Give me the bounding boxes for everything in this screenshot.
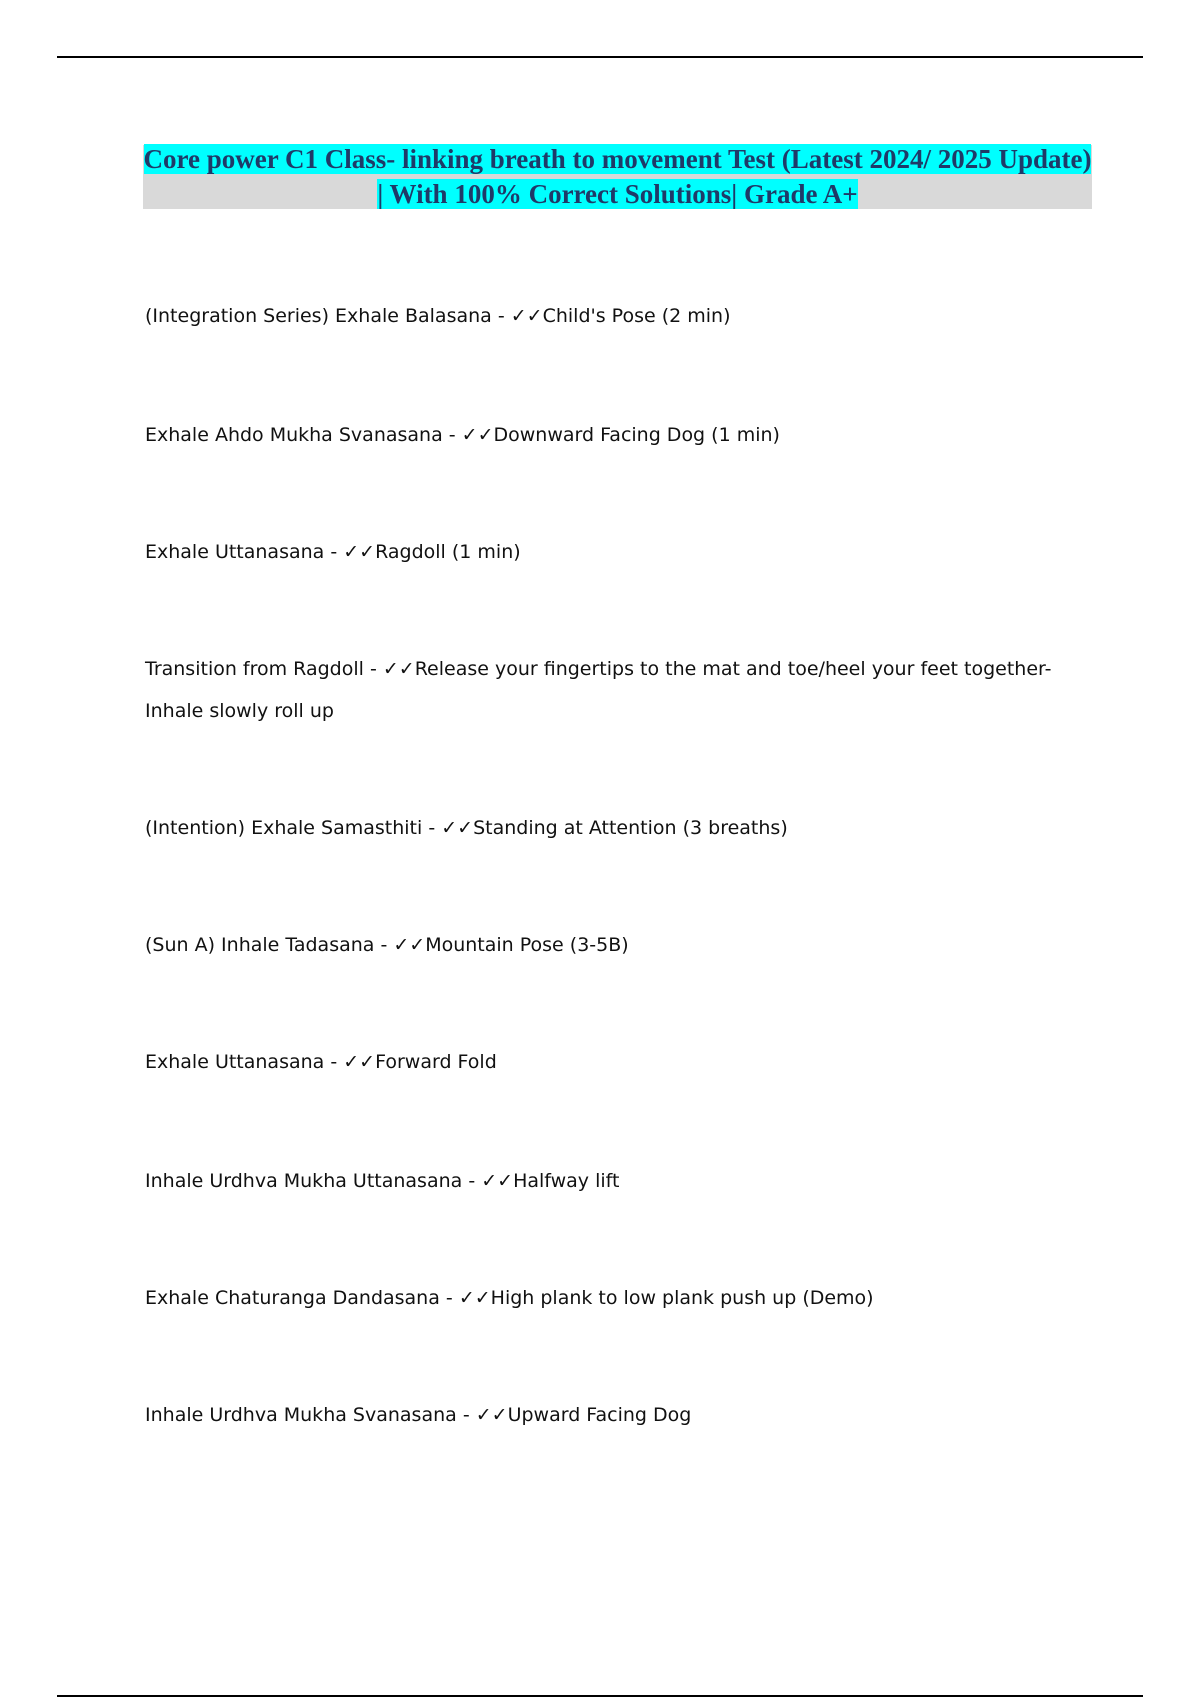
question-text: Inhale Urdhva Mukha Uttanasana -	[145, 1170, 482, 1192]
check-mark-icon: ✓✓	[461, 424, 494, 446]
answer-text: Standing at Attention (3 breaths)	[473, 817, 788, 839]
list-item	[145, 807, 1080, 849]
list-item	[145, 924, 1080, 966]
answer-text: Upward Facing Dog	[507, 1404, 692, 1426]
answer-text: Mountain Pose (3-5B)	[425, 934, 629, 956]
answer-text: High plank to low plank push up (Demo)	[490, 1287, 874, 1309]
answer-text: Downward Facing Dog (1 min)	[493, 424, 780, 446]
check-mark-icon: ✓✓	[481, 1170, 514, 1192]
top-rule	[57, 56, 1143, 58]
question-text: Exhale Ahdo Mukha Svanasana -	[145, 424, 462, 446]
list-item	[145, 1041, 1080, 1083]
list-item	[145, 295, 1080, 337]
list-item	[145, 648, 1080, 732]
check-mark-icon: ✓✓	[441, 817, 474, 839]
answer-text: Release your fingertips to the mat and toe/heel your feet together- Inhale slowly roll up	[145, 658, 1052, 722]
check-mark-icon: ✓✓	[382, 658, 415, 680]
check-mark-icon: ✓✓	[510, 305, 543, 327]
question-text: Exhale Uttanasana -	[145, 1051, 344, 1073]
question-text: Exhale Uttanasana -	[145, 541, 344, 563]
check-mark-icon: ✓✓	[393, 934, 426, 956]
document-title: Core power C1 Class- linking breath to movement Test (Latest 2024/ 2025 Update) | With 100% Correct Solutions| Grade A+	[143, 144, 1092, 209]
list-item	[145, 1394, 1080, 1436]
question-text: (Integration Series) Exhale Balasana -	[145, 305, 511, 327]
list-item	[145, 1160, 1080, 1202]
answer-text: Ragdoll (1 min)	[375, 541, 521, 563]
answer-text: Halfway lift	[513, 1170, 620, 1192]
answer-text: Child's Pose (2 min)	[542, 305, 731, 327]
question-text: (Sun A) Inhale Tadasana -	[145, 934, 394, 956]
question-text: Transition from Ragdoll -	[145, 658, 383, 680]
check-mark-icon: ✓✓	[458, 1287, 491, 1309]
list-item	[145, 414, 1080, 456]
question-text: (Intention) Exhale Samasthiti -	[145, 817, 442, 839]
bottom-rule	[57, 1695, 1143, 1697]
check-mark-icon: ✓✓	[343, 1051, 376, 1073]
question-text: Exhale Chaturanga Dandasana -	[145, 1287, 459, 1309]
check-mark-icon: ✓✓	[343, 541, 376, 563]
check-mark-icon: ✓✓	[475, 1404, 508, 1426]
question-text: Inhale Urdhva Mukha Svanasana -	[145, 1404, 476, 1426]
answer-text: Forward Fold	[375, 1051, 497, 1073]
list-item	[145, 1277, 1080, 1319]
list-item	[145, 531, 1080, 573]
